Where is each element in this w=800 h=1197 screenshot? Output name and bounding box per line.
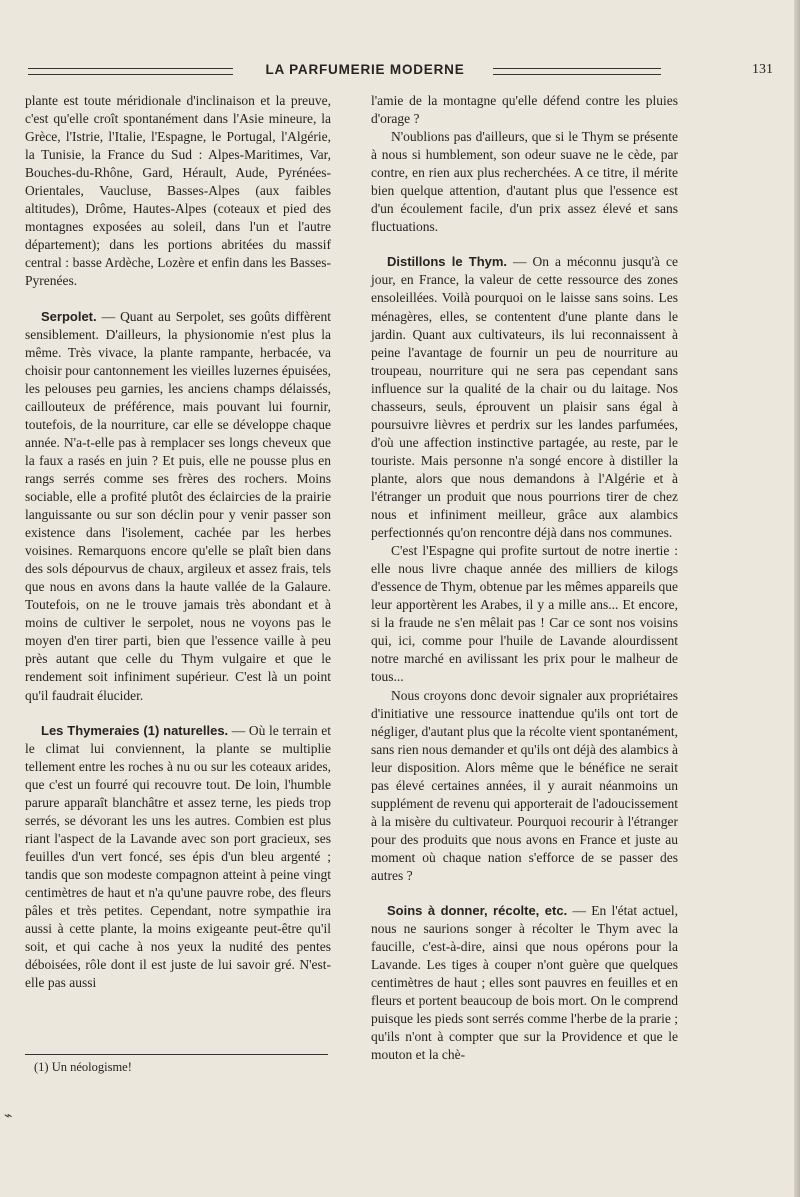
distillons-section bbox=[371, 253, 678, 542]
oublions-paragraph: N'oublions pas d'ailleurs, que si le Thym se présente à nous si humblement, son odeur suave ne le cède, par contre, en rien aux plus recherchées. A ce titre, il mérite bien quelque attention, d'autant plus que l'essence est d'un écoulement facile, d'un prix assez élevé et sans fluctuations. bbox=[371, 129, 678, 235]
intro-paragraph: plante est toute méridionale d'inclinaison et la preuve, c'est qu'elle croît spontanément dans l'Asie mineure, la Grèce, l'Istrie, l'Italie, l'Espagne, le Portugal, l'Algérie, la Tunisie, la France du Sud : Alpes-Maritimes, Var, Bouches-du-Rhône, Gard, Hérault, Aude, Pyrénées-Orientales, Vaucluse, Basses-Alpes (aux faibles altitudes), Drôme, Hautes-Alpes (coteaux et pied des montagnes exposées au soleil, dans l'un et l'autre département); dans les portions abritées du massif central : basse Ardèche, Lozère et enfin dans les Basses-Pyrenées. bbox=[25, 93, 331, 289]
distillons-heading: Distillons le Thym. bbox=[387, 254, 508, 270]
header-rule-left bbox=[28, 68, 233, 75]
footnote: (1) Un néologisme! bbox=[34, 1060, 132, 1074]
distillons-text: — On a méconnu jusqu'à ce jour, en France, la valeur de cette ressource des zones ensoleillées. Voilà pourquoi on le laisse sans soins. Les ménagères, elles, se contentent d'une plante dans le jardin. Quant aux cultivateurs, ils lui reconnaissent à peine l'avantage de fournir un peu de nourriture au troupeau, nourriture qui ne sera pas cependant sans influence sur la qualité de la chair ou du laitage. Nos chasseurs, seuls, éprouvent un plaisir sans égal à poursuivre lièvres et perdrix sur les landes parfumées, d'où une affection instinctive partagée, au reste, par le touriste. Mais personne n'a songé encore à distiller la plante, alors que nous demandons à l'Algérie et à l'étranger un produit que nous pourrions tirer de chez nous et infiniment meilleur, grâce aux alambics perfectionnés qu'on rencontre déjà dans nos communes. bbox=[371, 254, 678, 541]
soins-section bbox=[371, 902, 678, 1064]
page-number: 131 bbox=[752, 62, 773, 77]
corner-smudge-mark: ⌁ bbox=[4, 1108, 13, 1124]
nous-croyons-paragraph: Nous croyons donc devoir signaler aux propriétaires d'initiative une ressource inattendue qu'ils ont tort de négliger, d'autant plus que la récolte vient spontanément, sans rien nous demander et qu'ils ont déjà des alambics à leur disposition. Alors même que le bénéfice ne serait pas élevé certaines années, il y aurait néanmoins un supplément de revenu qui apporterait de l'adoucissement à la misère du cultivateur. Pourquoi recourir à l'étranger pour des produits que nous avons en France et juste au moment où chaque nation s'efforce de se passer des autres ? bbox=[371, 687, 678, 883]
continuation-paragraph: l'amie de la montagne qu'elle défend contre les pluies d'orage ? bbox=[371, 93, 678, 127]
serpolet-text: — Quant au Serpolet, ses goûts diffèrent sensiblement. D'ailleurs, la physionomie n'est plus la même. Très vivace, la plante rampante, herbacée, va choisir pour cantonnement les vieilles luzernes épuisées, les pelouses peu garnies, les anciens champs délaissés, caillouteux de préférence, mais pouvant lui fournir, toutefois, de la nourriture, car elle se développe chaque année. N'a-t-elle pas à remplacer ses longs cheveux que la faux a rasés en juin ? Et puis, elle ne pousse plus en rangs serrés comme ses frères des rochers. Moins sociable, elle a profité plutôt des éclaircies de la prairie languissante ou sur son déclin pour y venir passer son existence dans l'isolement, cachée par les herbes voisines. Remarquons encore qu'elle se plaît bien dans des sols dépourvus de chaux, argileux et assez frais, tels que nous en avons dans la haute vallée de la Galaure. Toutefois, on ne le trouve jamais très abondant et à moins de cultiver le serpolet, nous ne voyons pas le moyen d'en tirer parti, bien que l'essence vaille à peu près autant que celle du Thym vulgaire et que le rendement soit infiniment supérieur. C'est là un point qu'il faudrait élucider. bbox=[25, 308, 331, 703]
thymeraies-text: — Où le terrain et le climat lui conviennent, la plante se multiplie tellement entre les roches à nu ou sur les coteaux arides, que c'est un fourré qui recouvre tout. De loin, l'humble parure apparaît blanchâtre et assez terne, les pieds trop serrés, se dévorant les uns les autres. Combien est plus riant l'aspect de la Lavande avec son port gracieux, ses feuilles d'un vert foncé, ses épis d'un bleu argenté ; tandis que son modeste compagnon atteint à peine vingt centimètres de haut et n'a qu'une pauvre robe, des fleurs pâles et très petites. Cependant, notre sympathie ira aussi à cette plante, la moins exigeante peut-être qu'il soit, et qui cache à nos yeux la nudité des pentes déboisées, rôle dont il est juste de lui savoir gré. N'est-elle pas aussi bbox=[25, 722, 331, 991]
right-column bbox=[371, 92, 678, 1064]
serpolet-heading: Serpolet. bbox=[41, 308, 97, 324]
serpolet-section bbox=[25, 308, 331, 705]
footnote-rule bbox=[25, 1054, 328, 1055]
header-rule-right bbox=[493, 68, 661, 75]
page-header bbox=[28, 62, 773, 82]
journal-title: LA PARFUMERIE MODERNE bbox=[265, 62, 465, 77]
thymeraies-section bbox=[25, 722, 331, 993]
thymeraies-heading: Les Thymeraies (1) naturelles. bbox=[41, 722, 229, 738]
espagne-paragraph: C'est l'Espagne qui profite surtout de notre inertie : elle nous livre chaque année des milliers de kilogs d'essence de Thym, obtenue par les mêmes appareils que leur apportèrent les Arabes, il y a mille ans... Et encore, si la fraude ne s'en mêlait pas ! Car ce sont nos voisins qui, ici, comme pour l'huile de Lavande alourdissent notre marché en avilissant les prix pour le malheur de tous... bbox=[371, 543, 678, 685]
soins-heading: Soins à donner, récolte, etc. bbox=[387, 903, 568, 919]
left-column bbox=[25, 92, 331, 992]
soins-text: — En l'état actuel, nous ne saurions songer à récolter le Thym avec la faucille, c'est-à-dire, ainsi que nous opérons pour la Lavande. Les tiges à couper n'ont guère que quelques centimètres de haut ; elles sont pauvres en feuilles et en fleurs et portent beaucoup de bois mort. On le comprend puisque les pieds sont serrés comme l'herbe de la prarie ; qu'ils n'ont à compter que sur la Providence et que le mouton et la chè- bbox=[371, 903, 678, 1063]
page-edge bbox=[794, 0, 800, 1197]
